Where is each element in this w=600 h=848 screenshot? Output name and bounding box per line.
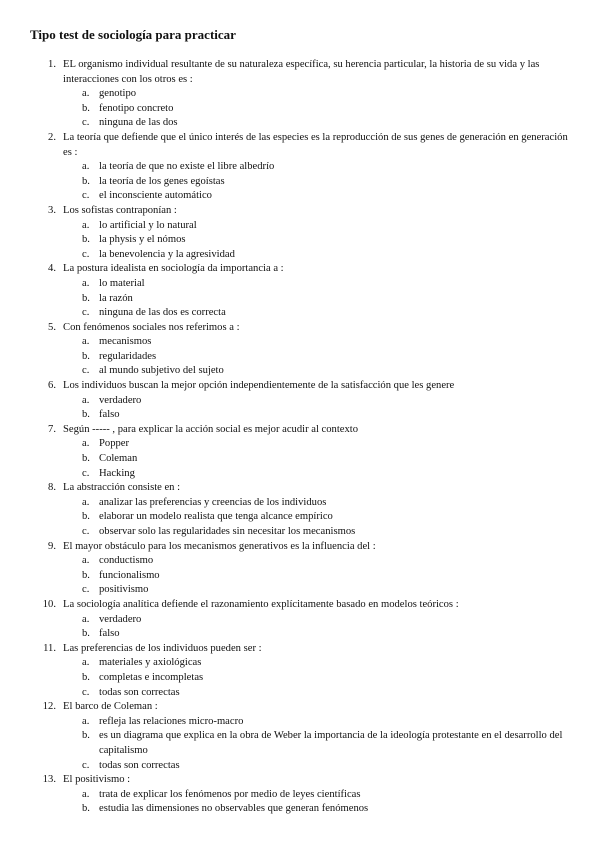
question-number: 3. — [48, 204, 56, 216]
option-text: la teoría de los genes egoístas — [99, 175, 225, 187]
option-letter: c. — [82, 467, 90, 479]
answer-option — [0, 437, 600, 452]
option-text: mecanismos — [99, 336, 152, 348]
answer-option — [0, 686, 600, 701]
option-text: regularidades — [99, 350, 157, 362]
option-text: Coleman — [99, 453, 138, 465]
option-letter: c. — [82, 365, 90, 377]
answer-option — [0, 788, 600, 803]
question-text: Los sofistas contraponían : — [63, 204, 177, 216]
option-text: falso — [99, 409, 120, 421]
question-item — [0, 204, 600, 262]
option-letter: c. — [82, 686, 90, 698]
option-text: materiales y axiológicas — [99, 657, 202, 669]
answer-option — [0, 350, 600, 365]
option-letter: b. — [82, 409, 90, 421]
option-letter: a. — [82, 336, 90, 348]
option-text: la physis y el nómos — [99, 234, 186, 246]
option-letter: b. — [82, 803, 90, 815]
question-text: EL organismo individual resultante de su naturaleza específica, su herencia particular, la historia de su vida y las interacciones con los otros es : — [63, 59, 540, 85]
option-letter: b. — [82, 102, 90, 114]
question-text: Con fenómenos sociales nos referimos a : — [63, 321, 240, 333]
option-text: Hacking — [99, 467, 135, 479]
question-number: 9. — [48, 540, 56, 552]
question-number: 12. — [42, 701, 56, 713]
option-letter: c. — [82, 190, 90, 202]
option-letter: c. — [82, 117, 90, 129]
question-text: La sociología analítica defiende el razonamiento explícitamente basado en modelos teóricos : — [63, 598, 459, 610]
answer-option — [0, 306, 600, 321]
answer-option — [0, 394, 600, 409]
question-item — [0, 773, 600, 817]
answer-option — [0, 802, 600, 817]
option-text: ninguna de las dos es correcta — [99, 307, 226, 319]
option-text: es un diagrama que explica en la obra de Weber la importancia de la ideología protestante en el desarrollo del capitalismo — [99, 730, 563, 756]
answer-option — [0, 189, 600, 204]
option-letter: a. — [82, 496, 90, 508]
option-text: Popper — [99, 438, 130, 450]
option-text: observar solo las regularidades sin necesitar los mecanismos — [99, 526, 356, 537]
option-letter: b. — [82, 511, 90, 523]
question-item — [0, 262, 600, 320]
answer-option — [0, 671, 600, 686]
question-item — [0, 598, 600, 642]
option-text: el inconsciente automático — [99, 190, 212, 202]
answer-option — [0, 219, 600, 234]
option-text: elaborar un modelo realista que tenga alcance empírico — [99, 511, 333, 523]
option-letter: a. — [82, 88, 90, 100]
option-text: ninguna de las dos — [99, 117, 178, 129]
answer-option — [0, 335, 600, 350]
option-letter: b. — [82, 175, 90, 187]
option-text: verdadero — [99, 394, 142, 406]
answer-option — [0, 510, 600, 525]
question-item — [0, 58, 600, 131]
answer-option — [0, 175, 600, 190]
answer-option — [0, 583, 600, 598]
document-title: Tipo test de sociología para practicar — [30, 27, 236, 42]
option-letter: c. — [82, 759, 90, 771]
option-letter: a. — [82, 219, 90, 231]
option-text: analizar las preferencias y creencias de los individuos — [99, 496, 327, 508]
question-number: 7. — [48, 423, 56, 435]
answer-option — [0, 715, 600, 730]
question-number: 6. — [48, 380, 56, 392]
option-text: conductismo — [99, 555, 154, 567]
answer-option — [0, 233, 600, 248]
option-letter: b. — [82, 569, 90, 581]
answer-option — [0, 364, 600, 379]
option-text: trata de explicar los fenómenos por medio de leyes científicas — [99, 788, 361, 800]
option-text: la teoría de que no existe el libre albedrío — [99, 161, 275, 173]
answer-option — [0, 248, 600, 263]
answer-option — [0, 452, 600, 467]
option-text: lo material — [99, 277, 145, 289]
question-item — [0, 379, 600, 423]
answer-option — [0, 467, 600, 482]
answer-option — [0, 87, 600, 102]
option-text: la razón — [99, 292, 133, 304]
answer-option — [0, 656, 600, 671]
answer-option — [0, 613, 600, 628]
option-letter: a. — [82, 394, 90, 406]
option-text: refleja las relaciones micro-macro — [99, 715, 244, 727]
option-letter: a. — [82, 657, 90, 669]
option-text: al mundo subjetivo del sujeto — [99, 365, 224, 377]
question-item — [0, 481, 600, 539]
question-number: 1. — [48, 59, 56, 70]
question-text: La abstracción consiste en : — [63, 482, 181, 494]
option-letter: a. — [82, 788, 90, 800]
option-letter: b. — [82, 234, 90, 246]
option-text: estudia las dimensiones no observables que generan fenómenos — [99, 803, 369, 815]
answer-option — [0, 496, 600, 511]
question-number: 4. — [48, 263, 56, 275]
option-text: fenotipo concreto — [99, 102, 174, 114]
question-number: 13. — [42, 774, 56, 786]
question-number: 8. — [48, 482, 56, 494]
answer-option — [0, 627, 600, 642]
option-letter: b. — [82, 350, 90, 362]
option-text: falso — [99, 628, 120, 640]
option-text: verdadero — [99, 613, 142, 625]
option-text: lo artificial y lo natural — [99, 219, 197, 231]
question-text: La teoría que defiende que el único interés de las especies es la reproducción de sus genes de generación en generación es : — [63, 131, 568, 158]
question-number: 2. — [48, 131, 56, 143]
question-item — [0, 131, 600, 204]
option-text: genotipo — [99, 88, 137, 100]
answer-option — [0, 569, 600, 584]
question-number: 10. — [42, 598, 56, 610]
question-number: 11. — [43, 642, 56, 654]
question-number: 5. — [48, 321, 56, 333]
question-item — [0, 423, 600, 481]
option-letter: c. — [82, 307, 90, 319]
question-item — [0, 321, 600, 379]
answer-option — [0, 554, 600, 569]
question-text: Los individuos buscan la mejor opción independientemente de la satisfacción que les genere — [63, 380, 455, 392]
option-text: todas son correctas — [99, 686, 180, 698]
option-text: completas e incompletas — [99, 671, 204, 683]
option-letter: c. — [82, 248, 90, 260]
option-letter: b. — [82, 671, 90, 683]
option-letter: a. — [82, 715, 90, 727]
option-letter: a. — [82, 277, 90, 289]
answer-option — [0, 116, 600, 131]
question-text: El mayor obstáculo para los mecanismos generativos es la influencia del : — [63, 540, 376, 552]
option-letter: b. — [82, 628, 90, 640]
question-item — [0, 700, 600, 773]
question-text: El positivismo : — [63, 774, 131, 786]
option-letter: a. — [82, 161, 90, 173]
answer-option — [0, 525, 600, 540]
option-letter: b. — [82, 730, 90, 742]
question-text: El barco de Coleman : — [63, 701, 158, 713]
question-item — [0, 540, 600, 598]
answer-option — [0, 102, 600, 117]
question-item — [0, 642, 600, 700]
option-letter: a. — [82, 613, 90, 625]
answer-option — [0, 160, 600, 175]
option-letter: c. — [82, 526, 90, 537]
option-letter: a. — [82, 438, 90, 450]
option-letter: c. — [82, 584, 90, 596]
answer-option — [0, 729, 600, 758]
option-text: positivismo — [99, 584, 149, 596]
option-letter: b. — [82, 453, 90, 465]
option-text: funcionalismo — [99, 569, 160, 581]
option-letter: b. — [82, 292, 90, 304]
answer-option — [0, 408, 600, 423]
option-text: la benevolencia y la agresividad — [99, 248, 235, 260]
question-text: La postura idealista en sociología da importancia a : — [63, 263, 284, 275]
option-text: todas son correctas — [99, 759, 180, 771]
option-letter: a. — [82, 555, 90, 567]
question-text: Las preferencias de los individuos pueden ser : — [63, 642, 262, 654]
question-text: Según ----- , para explicar la acción social es mejor acudir al contexto — [63, 423, 359, 435]
answer-option — [0, 292, 600, 307]
answer-option — [0, 759, 600, 774]
answer-option — [0, 277, 600, 292]
question-list — [0, 58, 600, 817]
